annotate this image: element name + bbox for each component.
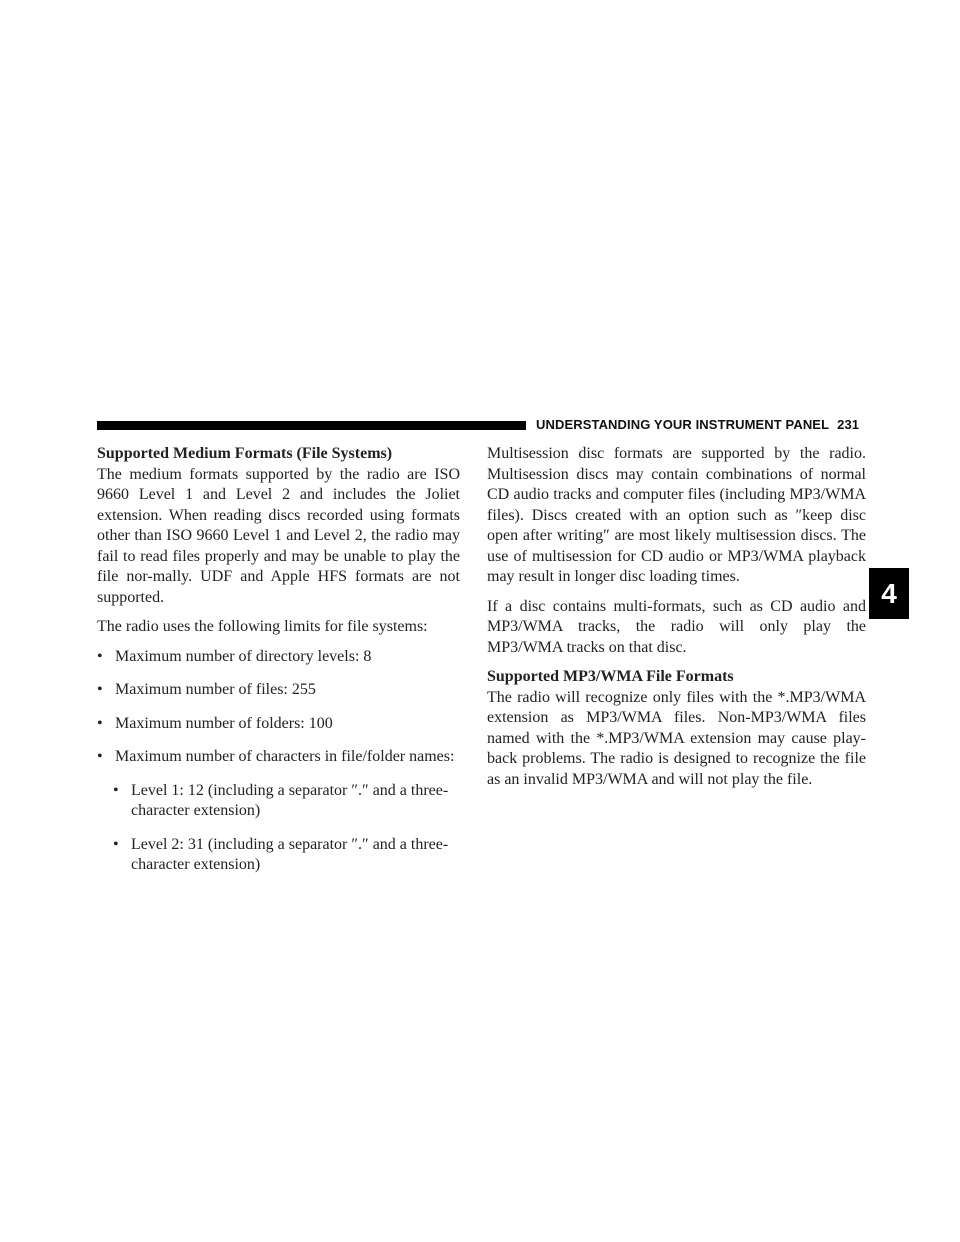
list-item-text: Maximum number of directory levels: 8 <box>115 647 372 665</box>
chapter-tab: 4 <box>869 568 909 619</box>
paragraph-medium-formats: The medium formats supported by the radio are ISO 9660 Level 1 and Level 2 and includes the Joliet extension. When reading discs recorded using formats other than ISO 9660 Level 1 and Level 2, the radio may fail to read files properly and may be unable to play the file nor-mally. UDF and Apple HFS formats are not supported. <box>97 465 460 606</box>
list-item-text: Maximum number of files: 255 <box>115 681 316 698</box>
running-header <box>536 417 859 432</box>
list-item-text: Level 1: 12 (including a separator ″.″ and a three-character extension) <box>131 781 449 819</box>
left-column <box>97 444 460 889</box>
paragraph-multisession: Multisession disc formats are supported by the radio. Multisession discs may contain combinations of normal CD audio tracks and computer files (including MP3/WMA files). Discs created with an option such as ″keep disc open after writing″ are most likely multisession discs. The use of multisession for CD audio or MP3/WMA playback may result in longer disc loading times. <box>487 445 866 585</box>
list-item <box>97 680 460 701</box>
list-item-text: Level 2: 31 (including a separator ″.″ and a three-character extension) <box>131 835 449 873</box>
paragraph-mp3-wma-formats: The radio will recognize only files with the *.MP3/WMA extension as MP3/WMA files. Non-MP3/WMA files named with the *.MP3/WMA extension may cause play-back problems. The radio is designed to recognize the file as an invalid MP3/WMA and will not play the file. <box>487 688 866 788</box>
section-title: UNDERSTANDING YOUR INSTRUMENT PANEL <box>536 417 830 432</box>
page-number: 231 <box>837 417 860 432</box>
right-column <box>487 444 866 799</box>
header-rule <box>97 421 526 430</box>
bullet-icon: • <box>113 781 119 799</box>
list-item-text: Maximum number of folders: 100 <box>115 714 333 732</box>
bullet-icon: • <box>97 748 103 765</box>
list-item <box>97 714 460 735</box>
bullet-icon: • <box>97 647 103 665</box>
bullet-icon: • <box>97 714 103 732</box>
section-heading-mp3-wma-formats: Supported MP3/WMA File Formats <box>487 668 734 685</box>
list-item-text: Maximum number of characters in file/folder names: <box>115 748 455 765</box>
bullet-icon: • <box>97 681 103 698</box>
paragraph-limits-intro: The radio uses the following limits for file systems: <box>97 618 428 635</box>
paragraph-multiformat: If a disc contains multi-formats, such as CD audio and MP3/WMA tracks, the radio will only play the MP3/WMA tracks on that disc. <box>487 597 866 656</box>
bullet-icon: • <box>113 835 119 853</box>
list-item <box>97 747 460 768</box>
section-heading-medium-formats: Supported Medium Formats (File Systems) <box>97 445 393 462</box>
sub-list-item <box>113 781 460 822</box>
sub-list-item <box>113 835 460 876</box>
list-item <box>97 647 460 668</box>
